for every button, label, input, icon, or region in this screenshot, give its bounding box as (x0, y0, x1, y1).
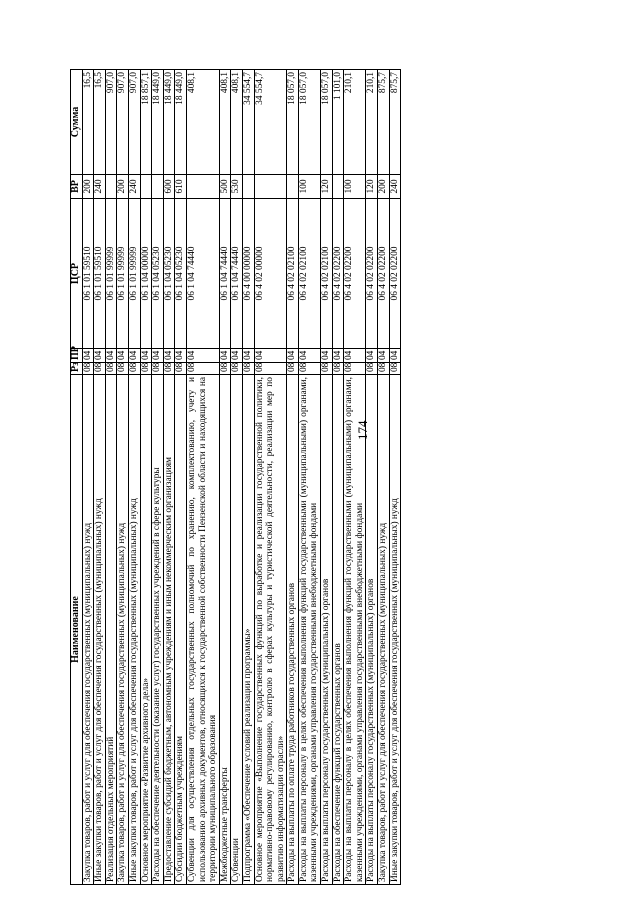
table-row (82, 70, 94, 885)
cell-csr: 06 4 02 02200 (366, 199, 378, 349)
cell-pr: 04 (389, 349, 401, 363)
table-row (152, 70, 164, 885)
cell-vr: 240 (128, 175, 140, 199)
header-pr: ПР (71, 349, 83, 363)
cell-pr: 04 (332, 349, 344, 363)
cell-sum: 875,7 (389, 70, 401, 175)
cell-sum: 18 057,0 (321, 70, 333, 175)
cell-sum: 18 449,0 (152, 70, 164, 175)
table-row (332, 70, 344, 885)
cell-vr: 240 (389, 175, 401, 199)
cell-rz: 08 (140, 363, 152, 375)
cell-name: Закупка товаров, работ и услуг для обеспечения государственных (муниципальных) нужд (82, 375, 94, 885)
cell-name: Расходы на выплаты персоналу в целях обеспечения выполнения функций государственными (муниципальными) органами, казенными учреждениями, органами управления государственными внебюджетными фондами (344, 375, 366, 885)
cell-vr: 120 (321, 175, 333, 199)
cell-rz: 08 (231, 363, 243, 375)
table-row (94, 70, 106, 885)
cell-pr: 04 (105, 349, 117, 363)
cell-vr: 500 (219, 175, 231, 199)
table-row (117, 70, 129, 885)
cell-sum: 907,0 (117, 70, 129, 175)
cell-sum: 408,1 (186, 70, 219, 175)
cell-pr: 04 (231, 349, 243, 363)
cell-rz: 08 (117, 363, 129, 375)
cell-rz: 08 (321, 363, 333, 375)
table-row (366, 70, 378, 885)
cell-name: Субсидии бюджетным учреждениям (175, 375, 187, 885)
cell-name: Расходы на обеспечение деятельности (оказание услуг) государственных учреждений в сфере культуры (152, 375, 164, 885)
cell-sum: 408,1 (219, 70, 231, 175)
cell-csr: 06 1 01 99999 (105, 199, 117, 349)
cell-name: Субвенции для осуществления отдельных государственных полномочий по хранению, комплектованию, учету и использованию архивных документов, относящихся к государственной собственности Пензенской области и находящихся на территории муниципального образования (186, 375, 219, 885)
table-row (186, 70, 219, 885)
table-row (105, 70, 117, 885)
cell-csr: 06 1 01 59510 (82, 199, 94, 349)
cell-pr: 04 (298, 349, 320, 363)
cell-name: Расходы на выплаты персоналу государственных (муниципальных) органов (366, 375, 378, 885)
cell-pr: 04 (140, 349, 152, 363)
table-row (254, 70, 287, 885)
cell-sum: 18 449,0 (163, 70, 175, 175)
cell-name: Иные закупки товаров, работ и услуг для обеспечения государственных (муниципальных) нужд (128, 375, 140, 885)
cell-name: Межбюджетные трансферты (219, 375, 231, 885)
cell-csr: 06 1 04 05230 (163, 199, 175, 349)
cell-vr: 200 (117, 175, 129, 199)
header-rz: Рз (71, 363, 83, 375)
cell-name: Расходы на выплаты персоналу государственных (муниципальных) органов (321, 375, 333, 885)
header-name: Наименование (71, 375, 83, 885)
cell-csr: 06 1 04 74440 (219, 199, 231, 349)
cell-sum: 875,7 (378, 70, 390, 175)
cell-rz: 08 (254, 363, 287, 375)
cell-sum: 18 057,0 (287, 70, 299, 175)
cell-rz: 08 (105, 363, 117, 375)
cell-pr: 04 (321, 349, 333, 363)
cell-pr: 04 (366, 349, 378, 363)
cell-pr: 04 (128, 349, 140, 363)
cell-rz: 08 (344, 363, 366, 375)
cell-sum: 907,0 (105, 70, 117, 175)
cell-pr: 04 (254, 349, 287, 363)
cell-pr: 04 (287, 349, 299, 363)
cell-vr (287, 175, 299, 199)
cell-rz: 08 (163, 363, 175, 375)
table-row (175, 70, 187, 885)
cell-vr (332, 175, 344, 199)
cell-vr: 240 (94, 175, 106, 199)
cell-sum: 18 857,1 (140, 70, 152, 175)
cell-csr: 06 4 00 00000 (242, 199, 254, 349)
cell-sum: 210,1 (366, 70, 378, 175)
cell-sum: 408,1 (231, 70, 243, 175)
cell-name: Предоставление субсидий бюджетным, автономным учреждениям и иным некоммерческим организациям (163, 375, 175, 885)
table-header-row (71, 70, 83, 885)
cell-csr: 06 1 01 99999 (128, 199, 140, 349)
cell-rz: 08 (219, 363, 231, 375)
cell-vr (242, 175, 254, 199)
cell-csr: 06 4 02 02200 (378, 199, 390, 349)
cell-pr: 04 (94, 349, 106, 363)
cell-rz: 08 (287, 363, 299, 375)
cell-vr: 100 (344, 175, 366, 199)
cell-name: Реализация отдельных мероприятий (105, 375, 117, 885)
cell-pr: 04 (82, 349, 94, 363)
cell-sum: 16,5 (82, 70, 94, 175)
table-row (163, 70, 175, 885)
cell-name: Иные закупки товаров, работ и услуг для обеспечения государственных (муниципальных) нужд (389, 375, 401, 885)
cell-csr: 06 1 01 59510 (94, 199, 106, 349)
cell-sum: 18 449,0 (175, 70, 187, 175)
header-csr: ЦСР (71, 199, 83, 349)
cell-name: Расходы на выплаты персоналу в целях обеспечения выполнения функций государственными (муниципальными) органами, казенными учреждениями, органами управления государственными внебюджетными фондами (298, 375, 320, 885)
cell-csr: 06 1 04 74440 (231, 199, 243, 349)
cell-pr: 04 (152, 349, 164, 363)
cell-pr: 04 (378, 349, 390, 363)
cell-vr: 200 (378, 175, 390, 199)
cell-vr (254, 175, 287, 199)
table-row (287, 70, 299, 885)
cell-sum: 16,5 (94, 70, 106, 175)
cell-name: Расходы на обеспечение функций государственных органов (332, 375, 344, 885)
cell-pr: 04 (175, 349, 187, 363)
cell-sum: 18 057,0 (298, 70, 320, 175)
cell-csr: 06 1 04 74440 (186, 199, 219, 349)
cell-name: Основное мероприятие «Развитие архивного дела» (140, 375, 152, 885)
cell-csr: 06 4 02 02200 (332, 199, 344, 349)
cell-rz: 08 (366, 363, 378, 375)
table-row (219, 70, 231, 885)
cell-rz: 08 (152, 363, 164, 375)
cell-csr: 06 1 04 05230 (175, 199, 187, 349)
cell-csr: 06 4 02 00000 (254, 199, 287, 349)
table-row (242, 70, 254, 885)
page-number: 174 (355, 420, 370, 440)
cell-name: Иные закупки товаров, работ и услуг для обеспечения государственных (муниципальных) нужд (94, 375, 106, 885)
cell-vr: 530 (231, 175, 243, 199)
cell-rz: 08 (332, 363, 344, 375)
cell-vr (140, 175, 152, 199)
cell-csr: 06 4 02 02100 (298, 199, 320, 349)
header-vr: ВР (71, 175, 83, 199)
header-sum: Сумма (71, 70, 83, 175)
cell-vr: 100 (298, 175, 320, 199)
cell-rz: 08 (389, 363, 401, 375)
cell-rz: 08 (175, 363, 187, 375)
cell-pr: 04 (186, 349, 219, 363)
table-row (321, 70, 333, 885)
cell-rz: 08 (94, 363, 106, 375)
cell-sum: 210,1 (344, 70, 366, 175)
cell-vr: 600 (163, 175, 175, 199)
cell-pr: 04 (219, 349, 231, 363)
cell-sum: 34 554,7 (254, 70, 287, 175)
cell-vr: 610 (175, 175, 187, 199)
cell-rz: 08 (378, 363, 390, 375)
cell-csr: 06 4 02 02100 (287, 199, 299, 349)
cell-name: Подпрограмма «Обеспечение условий реализации программы» (242, 375, 254, 885)
cell-sum: 907,0 (128, 70, 140, 175)
cell-vr (152, 175, 164, 199)
table-row (298, 70, 320, 885)
table-row (378, 70, 390, 885)
table-row (344, 70, 366, 885)
cell-rz: 08 (128, 363, 140, 375)
cell-csr: 06 1 01 99999 (117, 199, 129, 349)
cell-name: Субвенции (231, 375, 243, 885)
cell-sum: 1 101,0 (332, 70, 344, 175)
cell-pr: 04 (163, 349, 175, 363)
table-row (231, 70, 243, 885)
cell-vr: 200 (82, 175, 94, 199)
table-row (389, 70, 401, 885)
cell-rz: 08 (186, 363, 219, 375)
cell-csr: 06 4 02 02100 (321, 199, 333, 349)
cell-name: Основное мероприятие «Выполнение государственных функций по выработке и реализации государственной политики, нормативно-правовому регулированию, контролю в сферах культуры и туристической деятельности, реализации мер по развитию информатизации отрасли» (254, 375, 287, 885)
cell-pr: 04 (117, 349, 129, 363)
cell-csr: 06 4 02 02200 (389, 199, 401, 349)
table-row (140, 70, 152, 885)
cell-name: Закупка товаров, работ и услуг для обеспечения государственных (муниципальных) нужд (378, 375, 390, 885)
cell-vr (186, 175, 219, 199)
cell-rz: 08 (242, 363, 254, 375)
table-body (82, 70, 401, 885)
budget-table (70, 69, 401, 885)
cell-csr: 06 1 04 05230 (152, 199, 164, 349)
cell-csr: 06 4 02 02200 (344, 199, 366, 349)
cell-vr (105, 175, 117, 199)
cell-pr: 04 (344, 349, 366, 363)
table-row (128, 70, 140, 885)
cell-rz: 08 (298, 363, 320, 375)
cell-name: Закупка товаров, работ и услуг для обеспечения государственных (муниципальных) нужд (117, 375, 129, 885)
budget-table-container (70, 70, 590, 885)
cell-sum: 34 554,7 (242, 70, 254, 175)
cell-rz: 08 (82, 363, 94, 375)
cell-pr: 04 (242, 349, 254, 363)
cell-csr: 06 1 04 00000 (140, 199, 152, 349)
cell-name: Расходы на выплаты по оплате труда работников государственных органов (287, 375, 299, 885)
cell-vr: 120 (366, 175, 378, 199)
